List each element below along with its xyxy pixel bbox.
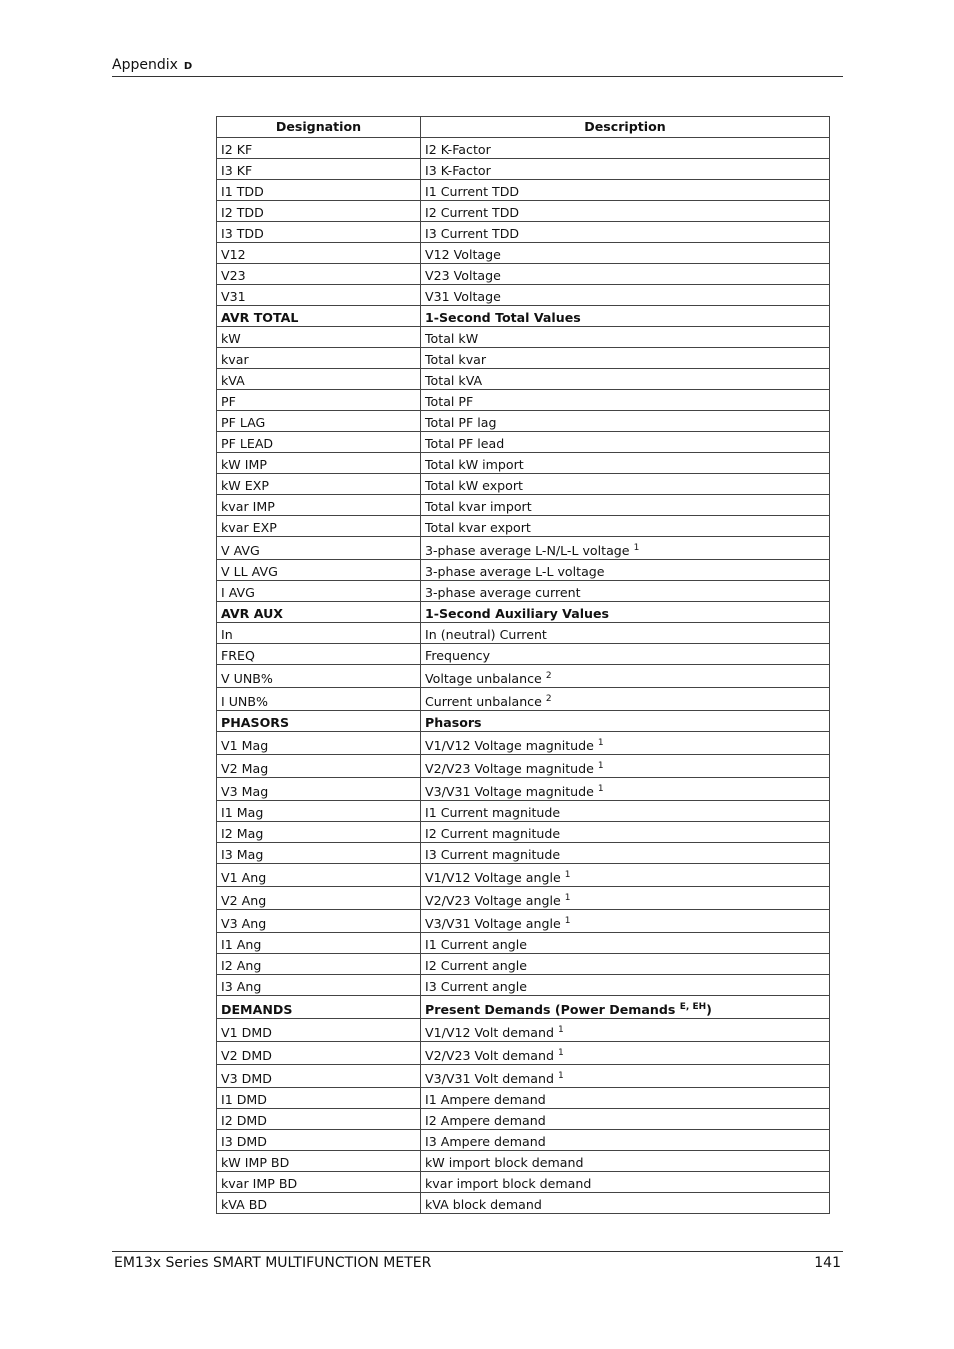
designation-cell: I3 Ang xyxy=(217,975,421,996)
designation-cell: I3 KF xyxy=(217,159,421,180)
designation-cell: V1 Mag xyxy=(217,732,421,755)
description-text: I1 Current TDD xyxy=(425,184,520,199)
designation-cell: V3 DMD xyxy=(217,1065,421,1088)
description-cell xyxy=(421,180,830,201)
description-text: 3-phase average current xyxy=(425,585,581,600)
table-row xyxy=(217,222,830,243)
footer-title: EM13x Series SMART MULTIFUNCTION METER xyxy=(114,1255,432,1271)
table-row xyxy=(217,910,830,933)
description-text: V1/V12 Voltage angle xyxy=(425,870,561,885)
footnote-marker: 2 xyxy=(545,671,552,681)
designation-cell: I3 TDD xyxy=(217,222,421,243)
designation-cell: kvar IMP BD xyxy=(217,1172,421,1193)
table-row xyxy=(217,602,830,623)
table-row xyxy=(217,1130,830,1151)
footnote-marker: 1 xyxy=(558,1025,564,1035)
description-cell xyxy=(421,581,830,602)
table-row xyxy=(217,864,830,887)
description-cell xyxy=(421,516,830,537)
designation-cell: kvar xyxy=(217,348,421,369)
table-row xyxy=(217,180,830,201)
description-cell xyxy=(421,623,830,644)
description-cell xyxy=(421,138,830,159)
description-cell xyxy=(421,996,830,1019)
description-cell xyxy=(421,732,830,755)
table-row xyxy=(217,474,830,495)
footnote-marker: 1 xyxy=(564,916,571,926)
designation-cell: In xyxy=(217,623,421,644)
page-number: 141 xyxy=(814,1255,841,1271)
table-row xyxy=(217,822,830,843)
description-cell xyxy=(421,453,830,474)
designation-cell: kW EXP xyxy=(217,474,421,495)
description-cell xyxy=(421,222,830,243)
description-text: V3/V31 Voltage angle xyxy=(425,916,561,931)
designation-cell: V2 DMD xyxy=(217,1042,421,1065)
designation-cell: kVA BD xyxy=(217,1193,421,1214)
description-cell xyxy=(421,201,830,222)
table-row xyxy=(217,623,830,644)
description-text: Total PF lag xyxy=(425,415,497,430)
designation-cell: I3 Mag xyxy=(217,843,421,864)
description-cell xyxy=(421,159,830,180)
description-cell xyxy=(421,432,830,453)
table-row xyxy=(217,801,830,822)
designation-cell: I1 TDD xyxy=(217,180,421,201)
table-row xyxy=(217,369,830,390)
description-cell xyxy=(421,1042,830,1065)
description-cell xyxy=(421,537,830,560)
description-text: V2/V23 Voltage magnitude xyxy=(425,761,594,776)
description-text: I2 Ampere demand xyxy=(425,1113,546,1128)
designation-cell: PF LEAD xyxy=(217,432,421,453)
header-letter: D xyxy=(183,61,193,72)
table-row xyxy=(217,954,830,975)
table-row xyxy=(217,516,830,537)
description-text: I3 Current angle xyxy=(425,979,527,994)
table-row xyxy=(217,996,830,1019)
designation-cell: kVA xyxy=(217,369,421,390)
table-row xyxy=(217,560,830,581)
column-header-description: Description xyxy=(421,117,830,138)
description-text: Total PF xyxy=(425,394,474,409)
table-row xyxy=(217,778,830,801)
designation-cell: I3 DMD xyxy=(217,1130,421,1151)
designation-cell: PHASORS xyxy=(217,711,421,732)
description-text: I3 K-Factor xyxy=(425,163,491,178)
designation-cell: V UNB% xyxy=(217,665,421,688)
description-text: I1 Ampere demand xyxy=(425,1092,546,1107)
designation-cell: I1 Ang xyxy=(217,933,421,954)
designation-cell: V31 xyxy=(217,285,421,306)
description-text: I3 Current magnitude xyxy=(425,847,561,862)
description-cell xyxy=(421,1088,830,1109)
description-cell xyxy=(421,801,830,822)
table-row xyxy=(217,327,830,348)
designation-cell: I2 KF xyxy=(217,138,421,159)
description-text: Total kW import xyxy=(425,457,524,472)
designation-cell: V12 xyxy=(217,243,421,264)
description-text: Frequency xyxy=(425,648,491,663)
description-text: I1 Current magnitude xyxy=(425,805,561,820)
description-text: V3/V31 Voltage magnitude xyxy=(425,784,594,799)
footnote-marker: E, EH xyxy=(679,1002,707,1012)
footnote-marker: 1 xyxy=(597,761,604,771)
footnote-marker: 1 xyxy=(558,1071,564,1081)
designation-cell: I2 Ang xyxy=(217,954,421,975)
description-text: kW import block demand xyxy=(425,1155,584,1170)
table-row xyxy=(217,711,830,732)
description-cell xyxy=(421,1130,830,1151)
description-cell xyxy=(421,1172,830,1193)
table-row xyxy=(217,1193,830,1214)
description-cell xyxy=(421,688,830,711)
table-row xyxy=(217,264,830,285)
description-cell xyxy=(421,390,830,411)
footnote-marker: 1 xyxy=(564,870,571,880)
description-text: kvar import block demand xyxy=(425,1176,592,1191)
designation-cell: PF LAG xyxy=(217,411,421,432)
table-row xyxy=(217,665,830,688)
table-row xyxy=(217,1042,830,1065)
table-row xyxy=(217,201,830,222)
description-cell xyxy=(421,665,830,688)
description-cell xyxy=(421,1065,830,1088)
designation-cell: kW IMP BD xyxy=(217,1151,421,1172)
designation-cell: FREQ xyxy=(217,644,421,665)
description-text: V1/V12 Voltage magnitude xyxy=(425,738,594,753)
designation-cell: V1 Ang xyxy=(217,864,421,887)
table-row xyxy=(217,1019,830,1042)
description-cell xyxy=(421,1019,830,1042)
description-cell xyxy=(421,933,830,954)
table-row xyxy=(217,688,830,711)
table-row xyxy=(217,306,830,327)
designation-cell: V23 xyxy=(217,264,421,285)
description-cell xyxy=(421,243,830,264)
description-cell xyxy=(421,1151,830,1172)
designation-cell: PF xyxy=(217,390,421,411)
table-row xyxy=(217,453,830,474)
designation-cell: kW xyxy=(217,327,421,348)
table-row xyxy=(217,1088,830,1109)
description-cell xyxy=(421,843,830,864)
table-row xyxy=(217,411,830,432)
table-row xyxy=(217,1065,830,1088)
table-row xyxy=(217,1109,830,1130)
description-cell xyxy=(421,264,830,285)
description-cell xyxy=(421,560,830,581)
table-row xyxy=(217,390,830,411)
description-cell xyxy=(421,1193,830,1214)
description-cell xyxy=(421,822,830,843)
table-row xyxy=(217,1172,830,1193)
table-row xyxy=(217,843,830,864)
footnote-marker: 1 xyxy=(597,738,604,748)
table-row xyxy=(217,285,830,306)
description-cell xyxy=(421,711,830,732)
description-text: I3 Current TDD xyxy=(425,226,520,241)
description-text: Total kW xyxy=(425,331,479,346)
description-text: V2/V23 Voltage angle xyxy=(425,893,561,908)
description-cell xyxy=(421,910,830,933)
designation-cell: I2 TDD xyxy=(217,201,421,222)
designation-cell: V1 DMD xyxy=(217,1019,421,1042)
table-row xyxy=(217,975,830,996)
table-row xyxy=(217,581,830,602)
description-cell xyxy=(421,778,830,801)
description-text: Total kW export xyxy=(425,478,523,493)
description-text: 1-Second Auxiliary Values xyxy=(425,606,610,621)
description-cell xyxy=(421,306,830,327)
description-cell xyxy=(421,474,830,495)
designation-cell: AVR AUX xyxy=(217,602,421,623)
description-cell xyxy=(421,348,830,369)
designation-cell: I2 DMD xyxy=(217,1109,421,1130)
table-row xyxy=(217,348,830,369)
description-text: V1/V12 Volt demand xyxy=(425,1025,554,1040)
designation-cell: kvar EXP xyxy=(217,516,421,537)
footnote-marker: 1 xyxy=(633,543,640,553)
description-text: V3/V31 Volt demand xyxy=(425,1071,554,1086)
description-text: Voltage unbalance xyxy=(425,671,542,686)
footnote-marker: 2 xyxy=(545,694,552,704)
designation-cell: kW IMP xyxy=(217,453,421,474)
description-text: Present Demands (Power Demands xyxy=(425,1002,676,1017)
description-cell xyxy=(421,864,830,887)
description-text: Total kVA xyxy=(425,373,483,388)
description-text: Current unbalance xyxy=(425,694,542,709)
table-row xyxy=(217,755,830,778)
table-row xyxy=(217,537,830,560)
designation-cell: V3 Ang xyxy=(217,910,421,933)
description-text: V31 Voltage xyxy=(425,289,501,304)
description-cell xyxy=(421,644,830,665)
designation-cell: V2 Ang xyxy=(217,887,421,910)
description-cell xyxy=(421,495,830,516)
table-row xyxy=(217,243,830,264)
description-text: I2 Current angle xyxy=(425,958,527,973)
designation-cell: I UNB% xyxy=(217,688,421,711)
description-text: Total kvar export xyxy=(425,520,531,535)
description-cell xyxy=(421,954,830,975)
description-text: Total kvar xyxy=(425,352,487,367)
table-body xyxy=(217,138,830,1214)
description-text: I2 Current TDD xyxy=(425,205,520,220)
description-text: V12 Voltage xyxy=(425,247,501,262)
description-text: 1-Second Total Values xyxy=(425,310,581,325)
table-row xyxy=(217,887,830,910)
table-row xyxy=(217,732,830,755)
designation-cell: V2 Mag xyxy=(217,755,421,778)
page-footer xyxy=(112,1251,843,1271)
page-header xyxy=(112,54,843,77)
designation-cell: V LL AVG xyxy=(217,560,421,581)
column-header-designation: Designation xyxy=(217,117,421,138)
table-row xyxy=(217,644,830,665)
description-text: 3-phase average L-L voltage xyxy=(425,564,605,579)
designation-cell: I2 Mag xyxy=(217,822,421,843)
description-text: I2 Current magnitude xyxy=(425,826,561,841)
footnote-marker: 1 xyxy=(597,784,604,794)
designation-cell: I AVG xyxy=(217,581,421,602)
description-text: V2/V23 Volt demand xyxy=(425,1048,554,1063)
table-row xyxy=(217,138,830,159)
table-row xyxy=(217,495,830,516)
description-cell xyxy=(421,602,830,623)
description-cell xyxy=(421,285,830,306)
description-text: V23 Voltage xyxy=(425,268,501,283)
designation-table xyxy=(216,116,830,1214)
description-text: Phasors xyxy=(425,715,482,730)
description-cell xyxy=(421,369,830,390)
header-section: Appendix xyxy=(112,57,178,73)
description-cell xyxy=(421,755,830,778)
designation-cell: I1 DMD xyxy=(217,1088,421,1109)
description-text: 3-phase average L-N/L-L voltage xyxy=(425,543,630,558)
description-text: I1 Current angle xyxy=(425,937,527,952)
description-text: Total PF lead xyxy=(425,436,505,451)
footnote-marker: 1 xyxy=(558,1048,564,1058)
description-text: I3 Ampere demand xyxy=(425,1134,546,1149)
closing-paren: ) xyxy=(706,1002,712,1017)
footnote-marker: 1 xyxy=(564,893,571,903)
table-header-row xyxy=(217,117,830,138)
description-cell xyxy=(421,887,830,910)
table-row xyxy=(217,432,830,453)
description-text: kVA block demand xyxy=(425,1197,542,1212)
description-text: In (neutral) Current xyxy=(425,627,547,642)
description-cell xyxy=(421,411,830,432)
designation-cell: AVR TOTAL xyxy=(217,306,421,327)
table-row xyxy=(217,933,830,954)
designation-cell: kvar IMP xyxy=(217,495,421,516)
table-row xyxy=(217,159,830,180)
description-cell xyxy=(421,1109,830,1130)
designation-cell: DEMANDS xyxy=(217,996,421,1019)
description-cell xyxy=(421,975,830,996)
description-cell xyxy=(421,327,830,348)
description-text: I2 K-Factor xyxy=(425,142,491,157)
designation-cell: V3 Mag xyxy=(217,778,421,801)
designation-cell: I1 Mag xyxy=(217,801,421,822)
description-text: Total kvar import xyxy=(425,499,532,514)
designation-cell: V AVG xyxy=(217,537,421,560)
table-row xyxy=(217,1151,830,1172)
